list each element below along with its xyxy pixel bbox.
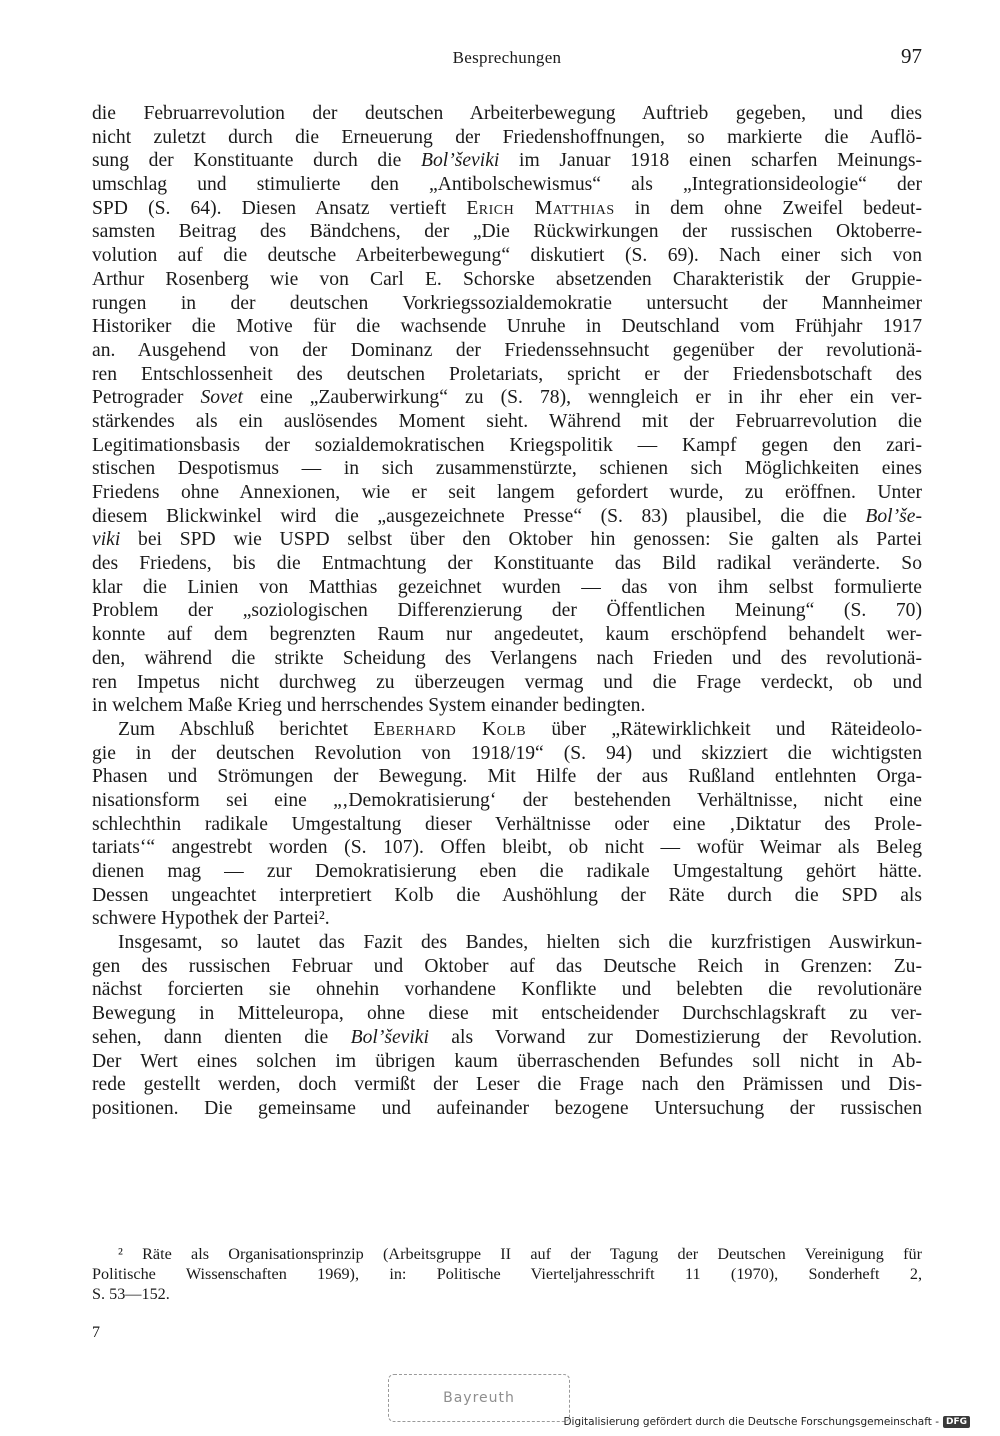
text-line: konnte auf dem begrenzten Raum nur angedeutet, kaum erschöpfend behandelt wer- — [92, 624, 922, 646]
text-line: Dessen ungeachtet interpretiert Kolb die Aushöhlung der Räte durch die SPD als — [92, 884, 922, 906]
text-line: sung der Konstituante durch die Bol’ševiki im Januar 1918 einen scharfen Meinungs- — [92, 150, 922, 172]
text-line: den, während die strikte Scheidung des Verlangens nach Frieden und des revolutionä- — [92, 647, 922, 669]
text-line: Friedens ohne Annexionen, wie er seit langem gefordert wurde, zu eröffnen. Unter — [92, 482, 922, 503]
running-head — [92, 44, 922, 74]
text-line: Zum Abschluß berichtet Eberhard Kolb über „Rätewirklichkeit und Räteideolo- — [118, 718, 922, 740]
text-line: klar die Linien von Matthias gezeichnet wurden — das von ihm selbst formulierte — [92, 576, 922, 598]
text-line: gen des russischen Februar und Oktober auf das Deutsche Reich in Grenzen: Zu- — [92, 955, 922, 977]
text-line: schwere Hypothek der Partei². — [92, 908, 330, 930]
text-line: schlechthin radikale Umgestaltung dieser Verhältnisse oder eine ‚Diktatur des Prole- — [92, 813, 922, 835]
text-line: rede gestellt werden, doch vermißt der Leser die Frage nach den Prämissen und Dis- — [92, 1074, 922, 1096]
text-line: stärkendes als ein auslösendes Moment sieht. Während mit der Februarrevolution die — [92, 410, 922, 432]
text-line: Legitimationsbasis der sozialdemokratischen Kriegspolitik — Kampf gegen den zari- — [92, 434, 922, 456]
text-line: rungen in der deutschen Vorkriegssozialdemokratie untersucht der Mannheimer — [92, 292, 922, 314]
text-line: sehen, dann dienten die Bol’ševiki als Vorwand zur Domestizierung der Revolution. — [92, 1026, 922, 1048]
text-line: volution auf die deutsche Arbeiterbewegung“ diskutiert (S. 69). Nach einer sich von — [92, 245, 922, 267]
footer-credit — [563, 1416, 970, 1428]
text-line: SPD (S. 64). Diesen Ansatz vertieft Erich Matthias in dem ohne Zweifel bedeut- — [92, 197, 922, 219]
text-line: ren Impetus nicht durchweg zu überzeugen vermag und die Frage verdeckt, ob und — [92, 671, 922, 693]
text-line: stischen Despotismus — in sich zusammenstürzte, schienen sich Möglichkeiten eines — [92, 458, 922, 480]
dfg-logo-icon: DFG — [943, 1416, 970, 1428]
signature-mark: 7 — [92, 1324, 100, 1341]
text-line: diesem Blickwinkel wird die „ausgezeichnete Presse“ (S. 83) plausibel, die die Bol’še- — [92, 505, 922, 527]
text-line: nächst forcierten sie ohnehin vorhandene Konflikte und belebten die revolutionäre — [92, 979, 922, 1001]
running-title: Besprechungen — [452, 48, 562, 67]
text-line: Arthur Rosenberg wie von Carl E. Schorske absetzenden Charakteristik der Gruppie- — [92, 268, 922, 290]
text-line: dienen mag — zur Demokratisierung eben die radikale Umgestaltung gehört hätte. — [92, 861, 922, 882]
page-number: 97 — [901, 44, 922, 68]
footer-credit-text: Digitalisierung gefördert durch die Deutsche Forschungsgemeinschaft - — [563, 1416, 939, 1428]
text-line: samsten Beitrag des Bändchens, der „Die Rückwirkungen der russischen Oktoberre- — [92, 221, 922, 243]
text-line: Insgesamt, so lautet das Fazit des Bandes, hielten sich die kurzfristigen Auswirkun- — [118, 932, 922, 954]
text-line: Phasen und Strömungen der Bewegung. Mit Hilfe der aus Rußland entlehnten Orga- — [92, 766, 922, 788]
footnote-line: Politische Wissenschaften 1969), in: Politische Vierteljahresschrift 11 (1970), Sonderheft 2, — [92, 1265, 922, 1283]
footnote — [92, 1244, 922, 1304]
text-line: in welchem Maße Krieg und herrschendes System einander bedingten. — [92, 695, 646, 717]
text-line: nicht zuletzt durch die Erneuerung der Friedenshoffnungen, so markierte die Auflö- — [92, 126, 922, 148]
text-line: positionen. Die gemeinsame und aufeinander bezogene Untersuchung der russischen — [92, 1097, 922, 1119]
text-line: Der Wert eines solchen im übrigen kaum überraschenden Befundes soll nicht in Ab- — [92, 1050, 922, 1072]
text-line: viki bei SPD wie USPD selbst über den Oktober hin genossen: Sie galten als Partei — [92, 529, 922, 551]
text-line: nisationsform sei eine „‚Demokratisierung‘ der bestehenden Verhältnisse, nicht eine — [92, 789, 922, 811]
text-line: tariats‘“ angestrebt worden (S. 107). Offen bleibt, ob nicht — wofür Weimar als Beleg — [92, 837, 922, 859]
text-line: an. Ausgehend von der Dominanz der Friedenssehnsucht gegenüber der revolutionä- — [92, 339, 922, 361]
text-line: gie in der deutschen Revolution von 1918/19“ (S. 94) und skizziert die wichtigsten — [92, 742, 922, 764]
body-text — [92, 102, 922, 1121]
text-line: die Februarrevolution der deutschen Arbeiterbewegung Auftrieb gegeben, und dies — [92, 103, 922, 124]
library-stamp: Bayreuth — [388, 1374, 570, 1422]
text-line: Petrograder Sovet eine „Zauberwirkung“ zu (S. 78), wenngleich er in ihr eher ein ver- — [92, 387, 922, 409]
footnote-line: ² Räte als Organisationsprinzip (Arbeitsgruppe II auf der Tagung der Deutschen Vereinigung für — [118, 1245, 922, 1263]
text-line: Historiker die Motive für die wachsende Unruhe in Deutschland vom Frühjahr 1917 — [92, 316, 922, 338]
text-line: umschlag und stimulierte den „Antibolschewismus“ als „Integrationsideologie“ der — [92, 174, 922, 196]
text-line: Bewegung in Mitteleuropa, ohne diese mit entscheidender Durchschlagskraft zu ver- — [92, 1003, 922, 1025]
text-line: ren Entschlossenheit des deutschen Proletariats, spricht er der Friedensbotschaft des — [92, 363, 922, 385]
text-line: Problem der „soziologischen Differenzierung der Öffentlichen Meinung“ (S. 70) — [92, 600, 922, 622]
text-line: des Friedens, bis die Entmachtung der Konstituante das Bild radikal veränderte. So — [92, 553, 922, 575]
footnote-line: S. 53—152. — [92, 1285, 170, 1303]
